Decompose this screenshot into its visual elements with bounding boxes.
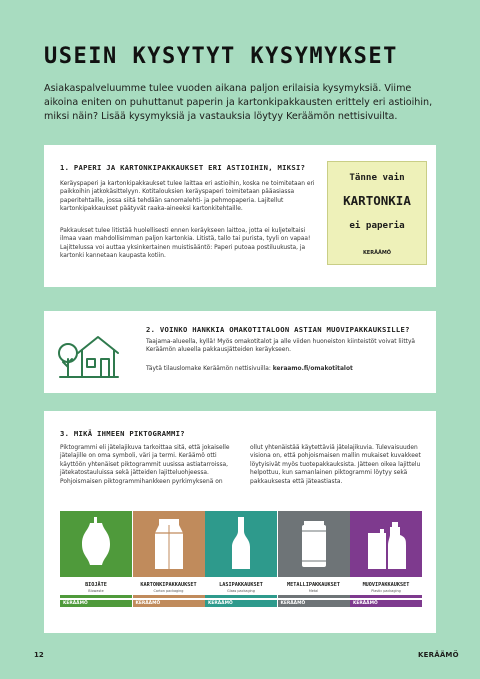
pictogram-logo: KERÄÄMÖ	[135, 600, 161, 606]
pictogram-color-strip	[278, 595, 350, 598]
faq-card-1	[44, 145, 436, 287]
sticker-line-3: ei paperia	[349, 220, 405, 231]
pictogram-logo: KERÄÄMÖ	[280, 600, 306, 606]
pictogram-color-strip	[60, 595, 132, 598]
sticker-line-2: KARTONKIA	[343, 193, 411, 208]
plastic-bottles-icon	[350, 511, 422, 577]
sticker-line-1: Tänne vain	[349, 172, 405, 183]
pictogram-logo: KERÄÄMÖ	[63, 600, 88, 606]
question-heading-3: 3. MIKÄ IHMEEN PIKTOGRAMMI?	[60, 429, 185, 438]
pictogram-sublabel: Carton packaging	[153, 589, 184, 593]
faq-card-2	[44, 311, 436, 393]
pictogram-footer	[205, 600, 277, 607]
pictogram-label: BIOJÄTE	[85, 582, 107, 588]
pictogram-footer	[350, 600, 422, 607]
pictogram-color-strip	[133, 595, 205, 598]
pictogram-label: KARTONKIPAKKAUKSET	[140, 582, 197, 588]
house-with-trees-icon	[56, 329, 122, 381]
pictogram-label: LASIPAKKAUKSET	[219, 582, 263, 588]
answer-paragraph-2b	[146, 365, 426, 373]
pictogram-label: MUOVIPAKKAUKSET	[362, 582, 410, 588]
pictogram-footer	[278, 600, 350, 607]
pictogram-metal	[278, 511, 350, 623]
brand-logo: KERÄÄMÖ	[418, 651, 459, 659]
pictogram-carton	[133, 511, 205, 623]
order-form-link[interactable]: keraamo.fi/omakotitalot	[272, 366, 353, 372]
carton-icon	[133, 511, 205, 577]
answer-paragraph-1b: Pakkaukset tulee litistää huolellisesti ennen keräykseen laittoa, jotta ei kuljeteltaisi ilmaa vaan mahdollisimman paljon kartonkia. Litistä, tallo tai purista, tyyli on vapaa! Lajittelussa voi auttaa yksinkertainen muistisääntö: Paperi putoaa postiluukusta, ja kartonki kannetaan kaupasta kotiin.	[60, 228, 311, 260]
answer-paragraph-3b: ollut yhtenäistää käytettäviä jätelajikuvia. Tulevaisuuden visiona on, että pohjoismaisen mallin mukaiset kuvakkeet löytyisivät myös tuotepakkauksista. Jätteen oikea lajittelu helpottuu, kun samanlainen piktogrammi löytyy sekä pakkauksesta että jäteastiasta.	[250, 445, 421, 485]
pictogram-logo: KERÄÄMÖ	[353, 600, 378, 606]
answer-paragraph-1a: Keräyspaperi ja kartonkipakkaukset tulee laittaa eri astioihin, koska ne toimitetaan eri paikkoihin jatkokäsittelyyn. Kotitalouksien keräyspaperi toimitetaan pääasiassa paperitehtaille, jossa siitä tehdään sanomalehti- ja pehmopaperia. Lajitellut kartonkipakkaukset päätyvät raaka-aineeksi kartonkitehtaille.	[60, 181, 315, 213]
pictogram-color-strip	[350, 595, 422, 598]
pictogram-plastic	[350, 511, 422, 623]
pictogram-label: METALLIPAKKAUKSET	[286, 582, 341, 588]
faq-card-3	[44, 411, 436, 633]
question-heading-1: 1. PAPERI JA KARTONKIPAKKAUKSET ERI ASTIOIHIN, MIKSI?	[60, 163, 306, 172]
pictogram-logo: KERÄÄMÖ	[208, 600, 233, 606]
pictogram-color-strip	[205, 595, 277, 598]
pictogram-row	[60, 511, 422, 623]
pictogram-biowaste	[60, 511, 132, 623]
pictogram-footer	[60, 600, 132, 607]
answer-paragraph-2a: Taajama-alueella, kyllä! Myös omakotitalot ja alle viiden huoneiston kiinteistöt voivat liittyä Keräämön alueella pakkausjätteiden keräykseen.	[146, 339, 416, 354]
pictogram-tile	[60, 511, 132, 577]
page-number: 12	[34, 651, 44, 659]
order-form-text: Täytä tilauslomake Keräämön nettisivuilla:	[146, 366, 273, 372]
sticker-logo: KERÄÄMÖ	[362, 250, 392, 256]
pictogram-sublabel: Glass packaging	[227, 589, 255, 593]
question-heading-2: 2. VOINKO HANKKIA OMAKOTITALOON ASTIAN MUOVIPAKKAUKSILLE?	[146, 325, 410, 334]
intro-text: Asiakaspalveluumme tulee vuoden aikana paljon erilaisia kysymyksiä. Viime aikoina eniten on puhuttanut paperin ja kartonkipakkausten erittely eri astioihin, miksi näin? Lisää kysymyksiä ja vastauksia löytyy Keräämön nettisivuilta.	[44, 83, 433, 123]
pictogram-tile	[350, 511, 422, 577]
pictogram-sublabel: Biowaste	[88, 589, 104, 593]
pictogram-sublabel: Plastic packaging	[371, 589, 401, 593]
pictogram-tile	[133, 511, 205, 577]
pictogram-sublabel: Metal	[308, 589, 319, 593]
can-icon	[278, 511, 350, 577]
page-title: USEIN KYSYTYT KYSYMYKSET	[44, 44, 398, 69]
pictogram-footer	[133, 600, 205, 607]
answer-paragraph-3a: Piktogrammi eli jätelajikuva tarkoittaa sitä, että jokaiselle jätelajille on oma symboli, väri ja termi. Keräämö otti käyttöön yhtenäiset piktogrammit uusissa astiatarroissa, jätekatostauluissa sekä jätteiden lajitteluohjeessa. Pohjoismaisen piktogrammihankkeen pyrkimyksenä on	[60, 445, 230, 485]
pictogram-glass	[205, 511, 277, 623]
pictogram-tile	[205, 511, 277, 577]
cardboard-only-sticker	[327, 161, 427, 265]
pictogram-tile	[278, 511, 350, 577]
apple-core-icon	[60, 511, 132, 577]
bottle-icon	[205, 511, 277, 577]
